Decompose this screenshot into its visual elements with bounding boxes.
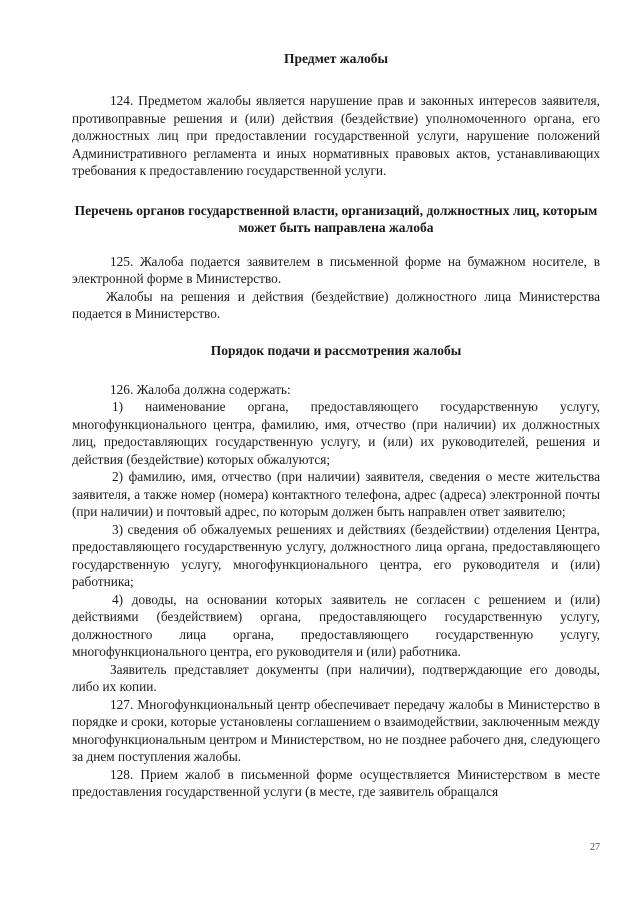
- section-heading-authorities: Перечень органов государственной власти, организаций, должностных лиц, которым может быть направлена жалоба: [74, 202, 598, 235]
- paragraph-126: 126. Жалоба должна содержать:: [110, 381, 291, 397]
- paragraph-126-item-4: 4) доводы, на основании которых заявитель не согласен с решением и (или) действиями (бездействием) органа, предоставляющего государственную услугу, должностного лица органа, предоставляющего государственную услугу, многофункционального центра, его руководителя и (или) работника.: [72, 591, 600, 659]
- paragraph-127: 127. Многофункциональный центр обеспечивает передачу жалобы в Министерство в порядке и сроки, которые установлены соглашением о взаимодействии, заключенным между многофункциональным центром и Министерством, но не позднее рабочего дня, следующего за днем поступления жалобы.: [72, 696, 600, 764]
- paragraph-128: 128. Прием жалоб в письменной форме осуществляется Министерством в месте предоставления государственной услуги (в месте, где заявитель обращался: [72, 766, 600, 799]
- paragraph-125: 125. Жалоба подается заявителем в письменной форме на бумажном носителе, в электронной форме в Министерство.: [72, 253, 600, 286]
- page-number: 27: [590, 842, 600, 853]
- paragraph-126-item-2: 2) фамилию, имя, отчество (при наличии) заявителя, сведения о месте жительства заявителя, а также номер (номера) контактного телефона, адрес (адреса) электронной почты (при наличии) и почтовый адрес, по которым должен быть направлен ответ заявителю;: [72, 469, 600, 519]
- paragraph-126-item-3: 3) сведения об обжалуемых решениях и действиях (бездействии) отделения Центра, предоставляющего государственную услугу, должностного лица органа, предоставляющего государственную услугу, многофункционального центра, его руководителя и (или) работника;: [72, 521, 600, 589]
- section-heading-subject: Предмет жалобы: [283, 51, 389, 66]
- section-heading-procedure: Порядок подачи и рассмотрения жалобы: [210, 342, 462, 358]
- paragraph-124: 124. Предметом жалобы является нарушение прав и законных интересов заявителя, противоправные решения и (или) действия (бездействие) уполномоченного органа, его должностных лиц при предоставлении государственной услуги, нарушение положений Административного регламента и иных нормативных правовых актов, устанавливающих требования к предоставлению государственной услуги.: [72, 93, 600, 178]
- paragraph-125-cont: Жалобы на решения и действия (бездействие) должностного лица Министерства подается в Министерство.: [72, 288, 600, 321]
- paragraph-126-item-1: 1) наименование органа, предоставляющего государственную услугу, многофункционального центра, фамилию, имя, отчество (при наличии) их должностных лиц, предоставляющих государственную услугу, и (или) их руководителей, решения и действия (бездействие) которых обжалуются;: [72, 399, 600, 467]
- paragraph-126-documents: Заявитель представляет документы (при наличии), подтверждающие его доводы, либо их копии.: [72, 661, 600, 694]
